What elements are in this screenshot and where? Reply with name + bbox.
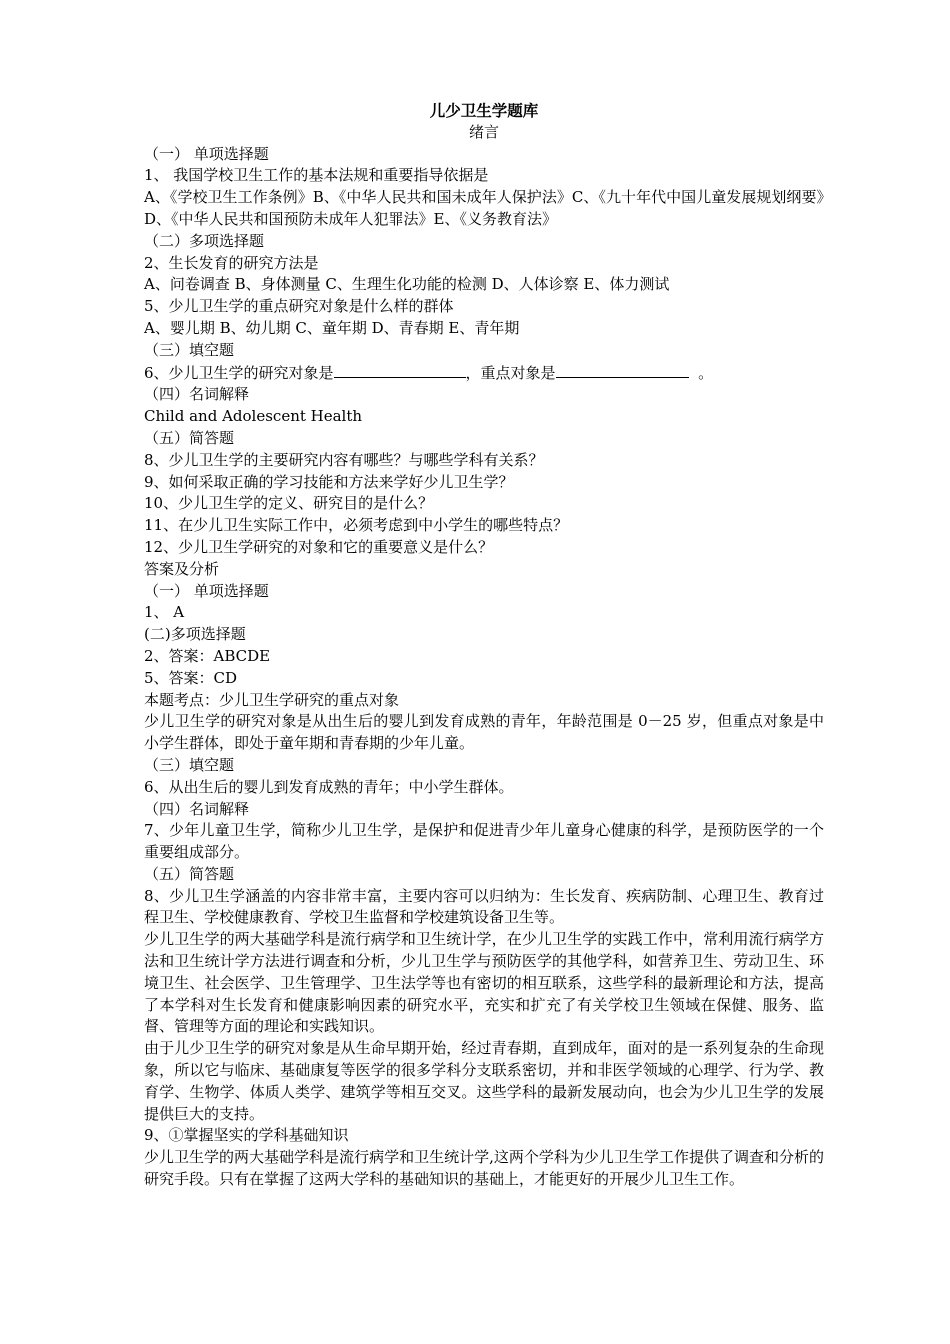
- section-heading: （五）简答题: [144, 428, 235, 447]
- question-text: ，重点对象是: [465, 363, 556, 382]
- question: 11、在少儿卫生实际工作中，必须考虑到中小学生的哪些特点？: [144, 516, 569, 535]
- chapter-title: 绪言: [468, 122, 499, 141]
- answer-paragraph: 少儿卫生学的两大基础学科是流行病学和卫生统计学，在少儿卫生学的实践工作中，常利用流行病学方法和卫生统计学方法进行调查和分析，少儿卫生学与预防医学的其他学科，如营养卫生、劳动卫生、环境卫生、社会医学、卫生管理学、卫生法学等也有密切的相互联系，这些学科的最新理论和方法，提高了本学科对生长发育和健康影响因素的研究水平，充实和扩充了有关学校卫生领域在保健、服务、监督、管理等方面的理论和实践知识。: [144, 930, 824, 1036]
- term: Child and Adolescent Health: [144, 407, 363, 426]
- section-heading: （五）简答题: [144, 864, 235, 883]
- question: 12、少儿卫生学研究的对象和它的重要意义是什么？: [144, 537, 494, 556]
- question-options: A、《学校卫生工作条例》B、《中华人民共和国未成年人保护法》C、《九十年代中国儿童发展规划纲要》D、《中华人民共和国预防未成年人犯罪法》E、《义务教育法》: [144, 188, 824, 228]
- answer: 1、 A: [144, 603, 185, 622]
- question: 5、少儿卫生学的重点研究对象是什么样的群体: [144, 297, 454, 316]
- section-heading: (二)多项选择题: [144, 625, 246, 644]
- answer: 5、答案：CD: [144, 668, 238, 687]
- section-heading: （四）名词解释: [144, 385, 250, 404]
- section-heading: （三）填空题: [144, 340, 235, 359]
- answer-blank: [334, 362, 466, 378]
- question: 10、少儿卫生学的定义、研究目的是什么？: [144, 494, 434, 513]
- document-title: 儿少卫生学题库: [429, 101, 539, 120]
- answer: 2、答案：ABCDE: [144, 646, 271, 665]
- section-heading: （一） 单项选择题: [144, 144, 269, 163]
- answer-paragraph: 由于儿少卫生学的研究对象是从生命早期开始，经过青春期，直到成年，面对的是一系列复杂的生命现象，所以它与临床、基础康复等医学的很多学科分支联系密切，并和非医学领域的心理学、行为学、教育学、生物学、体质人类学、建筑学等相互交叉。这些学科的最新发展动向，也会为少儿卫生学的发展提供巨大的支持。: [144, 1039, 824, 1123]
- question: 8、少儿卫生学的主要研究内容有哪些？与哪些学科有关系？: [144, 450, 544, 469]
- question-options: A、问卷调查 B、身体测量 C、生理生化功能的检测 D、人体诊察 E、体力测试: [144, 275, 670, 294]
- answer-point: 本题考点：少儿卫生学研究的重点对象: [144, 690, 400, 709]
- question-text: 。: [698, 363, 714, 382]
- section-heading: （四）名词解释: [144, 799, 250, 818]
- question-options: A、婴儿期 B、幼儿期 C、童年期 D、青春期 E、青年期: [144, 318, 520, 337]
- answer: 9、①掌握坚实的学科基础知识: [144, 1126, 349, 1145]
- answer: 8、少儿卫生学涵盖的内容非常丰富，主要内容可以归纳为：生长发育、疾病防制、心理卫生、教育过程卫生、学校健康教育、学校卫生监督和学校建筑设备卫生等。: [144, 886, 824, 927]
- section-heading: （三）填空题: [144, 755, 235, 774]
- answer: 7、少年儿童卫生学，简称少儿卫生学，是保护和促进青少年儿童身心健康的科学，是预防医学的一个重要组成部分。: [144, 821, 824, 862]
- question: 1、 我国学校卫生工作的基本法规和重要指导依据是: [144, 166, 489, 185]
- answer-blank: [556, 362, 689, 378]
- fill-blank-question: [144, 362, 824, 385]
- question-text: 6、少儿卫生学的研究对象是: [144, 363, 334, 382]
- section-heading: （二）多项选择题: [144, 231, 265, 250]
- section-heading: （一） 单项选择题: [144, 581, 269, 600]
- document-page: [144, 100, 824, 1191]
- answer: 6、从出生后的婴儿到发育成熟的青年；中小学生群体。: [144, 777, 514, 796]
- answers-heading: 答案及分析: [144, 559, 220, 578]
- question: 2、生长发育的研究方法是: [144, 253, 319, 272]
- question: 9、如何采取正确的学习技能和方法来学好少儿卫生学？: [144, 472, 514, 491]
- answer-paragraph: 少儿卫生学的两大基础学科是流行病学和卫生统计学,这两个学科为少儿卫生学工作提供了调查和分析的研究手段。只有在掌握了这两大学科的基础知识的基础上，才能更好的开展少儿卫生工作。: [144, 1148, 824, 1189]
- answer-explanation: 少儿卫生学的研究对象是从出生后的婴儿到发育成熟的青年，年龄范围是 0－25 岁，但重点对象是中小学生群体，即处于童年期和青春期的少年儿童。: [144, 712, 824, 753]
